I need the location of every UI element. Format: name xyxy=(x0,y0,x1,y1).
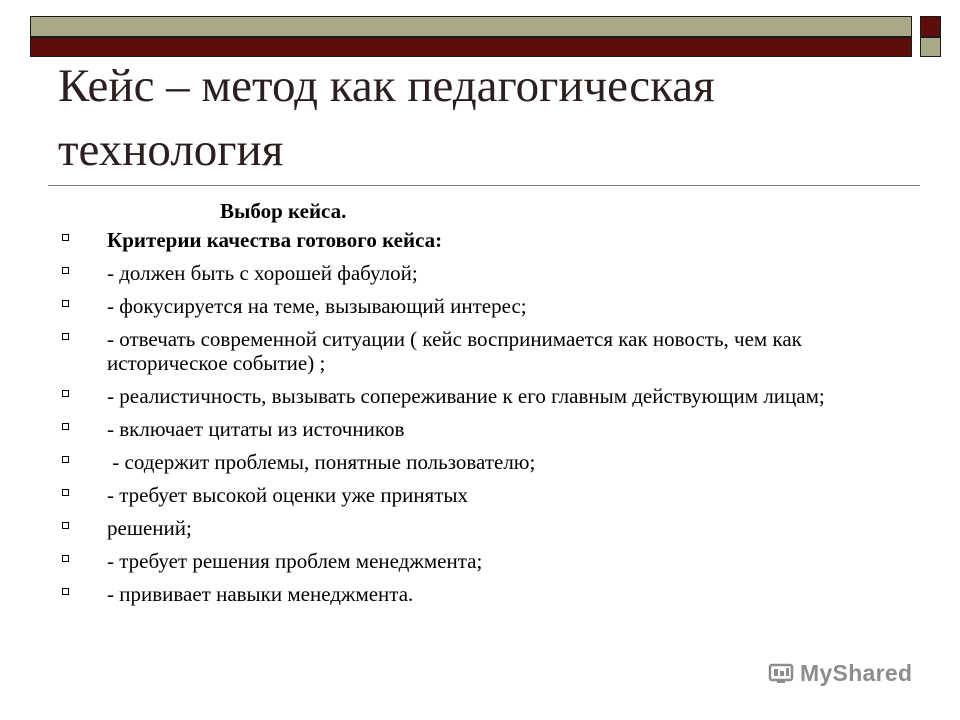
square-bullet-icon xyxy=(62,333,69,340)
myshared-logo-icon xyxy=(768,660,794,686)
list-item: - включает цитаты из источников xyxy=(62,417,902,441)
square-bullet-icon xyxy=(62,390,69,397)
list-item: - требует решения проблем менеджмента; xyxy=(62,549,902,573)
square-bullet-icon xyxy=(62,234,69,241)
myshared-watermark xyxy=(768,655,928,691)
square-bullet-icon xyxy=(62,489,69,496)
square-bullet-icon xyxy=(62,522,69,529)
list-item: - требует высокой оценки уже принятых xyxy=(62,483,902,507)
list-item: - содержит проблемы, понятные пользователю; xyxy=(62,450,902,474)
square-bullet-icon xyxy=(62,555,69,562)
slide-title: Кейс – метод как педагогическая технология xyxy=(58,60,715,176)
bullet-list xyxy=(62,228,902,615)
square-bullet-icon xyxy=(62,423,69,430)
list-item: Критерии качества готового кейса: xyxy=(62,228,902,252)
watermark-text: MyShared xyxy=(800,659,913,686)
corner-square-olive xyxy=(920,37,941,57)
list-item: - реалистичность, вызывать сопереживание к его главным действующим лицам; xyxy=(62,384,902,408)
list-item: решений; xyxy=(62,516,902,540)
square-bullet-icon xyxy=(62,588,69,595)
list-item: - отвечать современной ситуации ( кейс воспринимается как новость, чем как историческое событие) ; xyxy=(62,327,902,375)
list-item: - прививает навыки менеджмента. xyxy=(62,582,902,606)
corner-square-red xyxy=(920,16,941,37)
title-divider xyxy=(48,185,920,186)
square-bullet-icon xyxy=(62,267,69,274)
square-bullet-icon xyxy=(62,456,69,463)
list-item: - фокусируется на теме, вызывающий интерес; xyxy=(62,294,902,318)
list-item: - должен быть с хорошей фабулой; xyxy=(62,261,902,285)
header-bar-olive xyxy=(30,16,912,37)
slide-subheading: Выбор кейса. xyxy=(220,199,347,223)
square-bullet-icon xyxy=(62,300,69,307)
